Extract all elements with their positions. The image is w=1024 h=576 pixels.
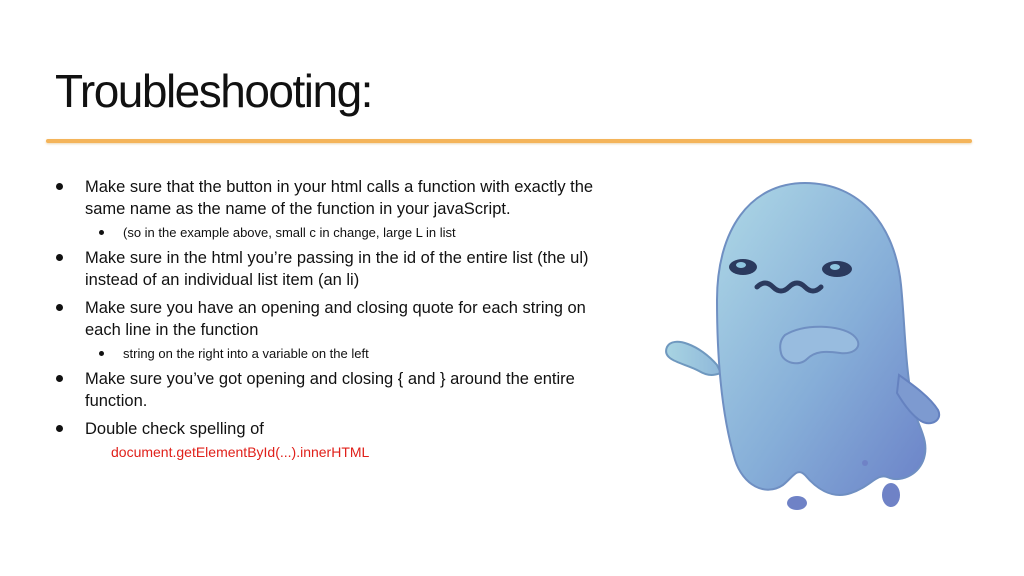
bullet-item — [52, 247, 612, 291]
bullet-item — [52, 368, 612, 412]
bullet-icon — [56, 183, 63, 190]
bullet-icon — [56, 375, 63, 382]
ghost-illustration — [655, 175, 955, 520]
sub-bullet-text: (so in the example above, small c in change, large L in list — [123, 225, 456, 240]
code-snippet: document.getElementById(...).innerHTML — [111, 444, 370, 460]
title-underline — [46, 139, 972, 143]
bullet-icon — [56, 304, 63, 311]
sub-bullet-text: string on the right into a variable on the left — [123, 346, 369, 361]
sub-bullet-item — [52, 345, 612, 362]
bullet-item — [52, 297, 612, 341]
bullet-text: Make sure you’ve got opening and closing { and } around the entire function. — [85, 370, 575, 410]
bullet-icon — [56, 254, 63, 261]
bullet-icon — [56, 425, 63, 432]
bullet-text: Double check spelling of — [85, 420, 264, 438]
bullet-text: Make sure you have an opening and closing quote for each string on each line in the function — [85, 299, 586, 339]
bullet-text: Make sure that the button in your html calls a function with exactly the same name as the name of the function in your javaScript. — [85, 178, 594, 218]
sub-bullet-item — [52, 224, 612, 241]
bullet-list — [52, 176, 612, 462]
bullet-icon — [99, 230, 104, 235]
bullet-item — [52, 176, 612, 220]
bullet-text: Make sure in the html you’re passing in the id of the entire list (the ul) instead of an individual list item (an li) — [85, 249, 589, 289]
bullet-icon — [99, 351, 104, 356]
bullet-item — [52, 418, 612, 440]
page-title: Troubleshooting: — [55, 65, 372, 117]
